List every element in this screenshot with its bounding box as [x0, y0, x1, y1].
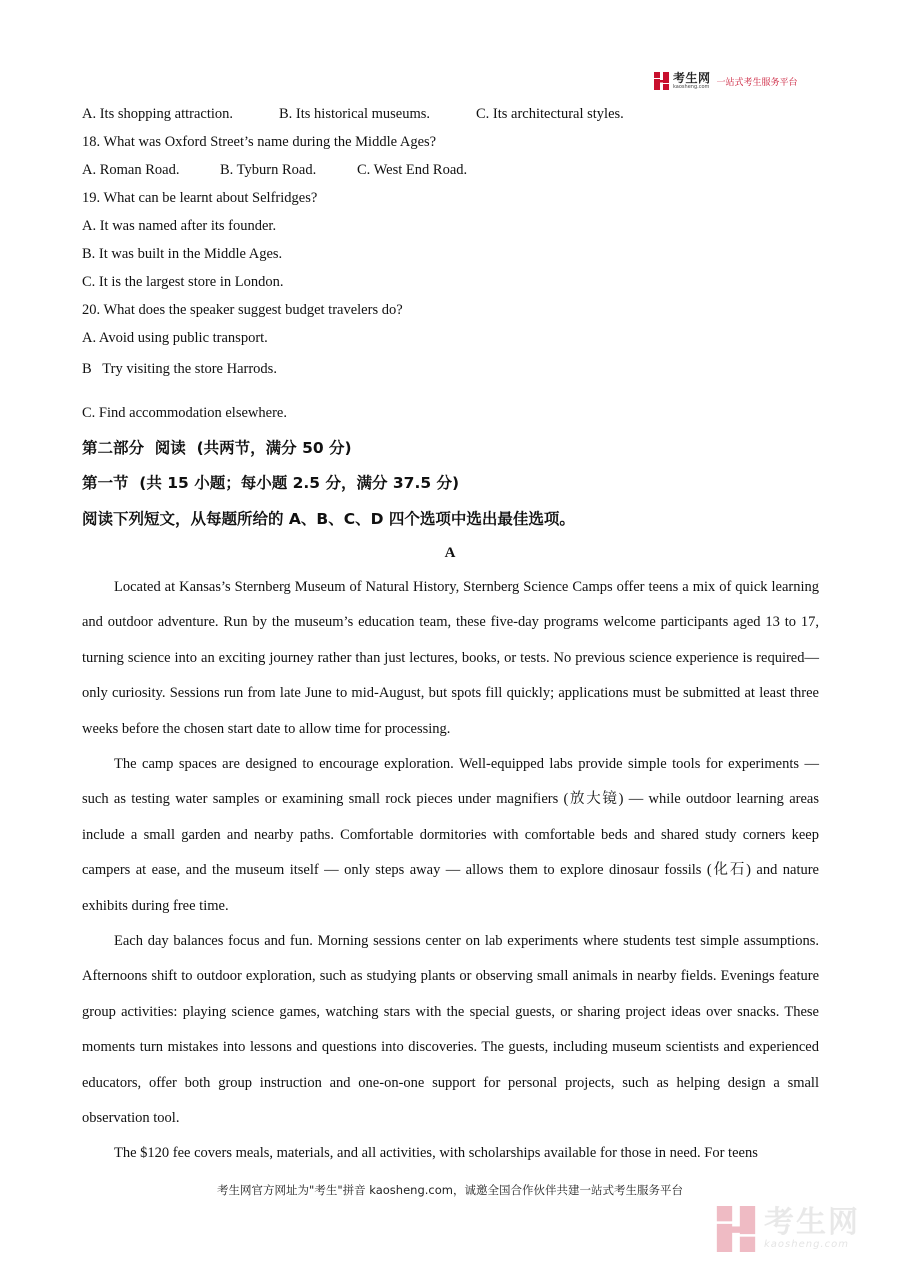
q20-option-c: C. Find accommodation elsewhere.	[82, 405, 287, 421]
reading-instruction: 阅读下列短文，从每题所给的 A、B、C、D 四个选项中选出最佳选项。	[82, 510, 575, 528]
kaosheng-watermark	[716, 1206, 860, 1252]
logo-domain: kaosheng.com	[673, 84, 710, 90]
footer-note: 考生网官方网址为"考生"拼音 kaosheng.com，诚邀全国合作伙伴共建一站式考生服务平台	[217, 1183, 683, 1197]
passage-paragraph-4: The $120 fee covers meals, materials, and all activities, with scholarships available for those in need. For teens	[114, 1145, 758, 1161]
watermark-name: 考生网	[764, 1205, 860, 1240]
q19-option-c: C. It is the largest store in London.	[82, 274, 284, 290]
q18-options	[82, 162, 467, 179]
q18-option-b: B. Tyburn Road.	[220, 162, 317, 178]
q20-question: 20. What does the speaker suggest budget travelers do?	[82, 302, 403, 318]
passage-label: A	[444, 545, 456, 561]
header-slogan: 一站式考生服务平台	[716, 77, 798, 88]
watermark-logo-icon	[716, 1206, 756, 1252]
q19-question: 19. What can be learnt about Selfridges?	[82, 190, 318, 206]
q18-option-c: C. West End Road.	[357, 162, 468, 178]
logo-name: 考生网	[673, 71, 711, 85]
q18-question: 18. What was Oxford Street’s name during the Middle Ages?	[82, 134, 437, 150]
watermark-domain: kaosheng.com	[764, 1239, 849, 1250]
kaosheng-logo-icon	[654, 72, 669, 90]
passage-paragraph-2: The camp spaces are designed to encourage exploration. Well-equipped labs provide simple tools for experiments — such as testing water samples or examining small rock pieces under magnifiers (放大镜) — while outdoor learning areas include a small garden and nearby paths. Comfortable dormitories with comfortable beds and shared study corners keep campers at ease, and the museum itself — only steps away — allows them to explore dinosaur fossils (化石) and nature exhibits during free time.	[82, 756, 819, 914]
q19-option-b: B. It was built in the Middle Ages.	[82, 246, 283, 262]
header-logo	[654, 72, 798, 90]
q19-option-a: A. It was named after its founder.	[82, 218, 277, 234]
passage-paragraph-3: Each day balances focus and fun. Morning sessions center on lab experiments where students test simple assumptions. Afternoons shift to outdoor exploration, such as studying plants or observing small animals in nearby fields. Evenings feature group activities: playing science games, watching stars with the special guests, or sharing project ideas over snacks. These moments turn mistakes into lessons and questions into discoveries. The guests, including museum scientists and experienced educators, offer both group instruction and one-on-one support for personal projects, such as helping design a small observation tool.	[82, 933, 819, 1127]
part-two-heading: 第二部分 阅读 (共两节，满分 50 分)	[82, 439, 352, 457]
q17-option-b: B. Its historical museums.	[279, 106, 431, 122]
passage-paragraph-1: Located at Kansas’s Sternberg Museum of Natural History, Sternberg Science Camps offer teens a mix of quick learning and outdoor adventure. Run by the museum’s education team, these five-day programs welcome participants aged 13 to 17, turning science into an exciting journey rather than just lectures, books, or tests. No previous science experience is required—only curiosity. Sessions run from late June to mid-August, but spots fill quickly; applications must be submitted at least three weeks before the chosen start date to allow time for processing.	[82, 579, 819, 737]
q18-option-a: A. Roman Road.	[82, 162, 180, 178]
q17-option-a: A. Its shopping attraction.	[82, 106, 234, 122]
q20-option-b: B Try visiting the store Harrods.	[82, 361, 277, 377]
q17-options	[82, 106, 624, 123]
q20-option-a: A. Avoid using public transport.	[82, 330, 268, 346]
section-one-heading: 第一节 (共 15 小题；每小题 2.5 分，满分 37.5 分)	[82, 474, 460, 492]
q17-option-c: C. Its architectural styles.	[476, 106, 624, 122]
